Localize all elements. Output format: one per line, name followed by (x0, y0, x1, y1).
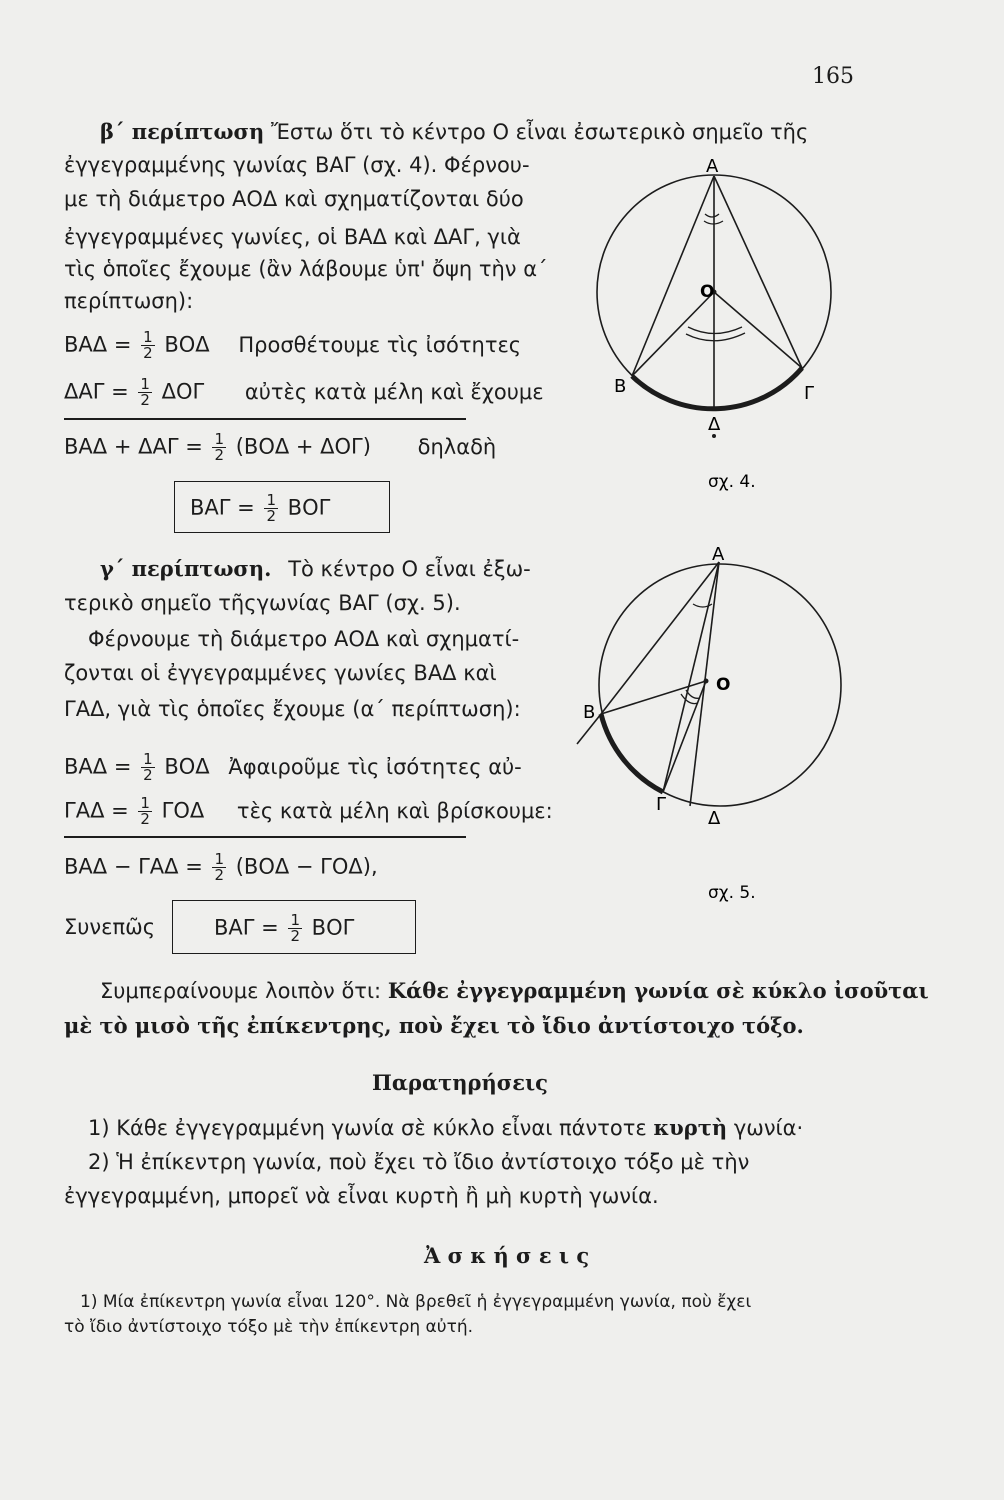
fig4-angle-mark-A1 (705, 214, 719, 217)
case-b-text-3: με τὴ διάμετρο ΑΟΔ καὶ σχηματίζονται δύο (64, 187, 524, 211)
eq-lhs: ΓΑΔ = (64, 798, 129, 823)
conclusion-theorem-2: μὲ τὸ μισὸ τῆς ἐπίκεντρης, ποὺ ἔχει τὸ ἴδιο ἀντίστοιχο τόξο. (64, 1013, 804, 1038)
fraction-half: $\frac{1}{2}$ (290, 911, 300, 945)
remark-1-bold: κυρτὴ (653, 1115, 728, 1140)
case-b-text-1: Ἔστω ὅτι τὸ κέντρο Ο εἶναι ἐσωτερικὸ σημεῖο τῆς (270, 120, 809, 144)
case-c-line-1 (100, 556, 531, 582)
case-b-text-2: ἐγγεγραμμένης γωνίας ΒΑΓ (σχ. 4). Φέρνου- (64, 153, 530, 177)
result-lhs: ΒΑΓ = (190, 495, 255, 520)
remarks-title: Παρατηρήσεις (372, 1070, 548, 1095)
fraction-half: $\frac{1}{2}$ (140, 794, 150, 828)
fig4-label-O: Ο (700, 282, 715, 302)
case-c-text-4: ζονται οἱ ἐγγεγραμμένες γωνίες ΒΑΔ καὶ (64, 661, 497, 685)
fig5-label-B: Β (583, 702, 596, 723)
case-c-text-1: Τὸ κέντρο Ο εἶναι ἐξω- (288, 557, 531, 581)
fig4-line-OG (714, 292, 802, 368)
fig5-line-AG (663, 562, 719, 792)
fig4-caption: σχ. 4. (708, 472, 756, 492)
eq-rhs: ΒΟΔ (164, 332, 210, 357)
fraction-half: $\frac{1}{2}$ (143, 750, 153, 784)
case-b-equation-2 (64, 377, 544, 408)
remark-2-line-1: 2) Ἡ ἐπίκεντρη γωνία, ποὺ ἔχει τὸ ἴδιο ἀντίστοιχο τόξο μὲ τὴν (88, 1150, 750, 1174)
result-rhs: ΒΟΓ (287, 495, 331, 520)
eq-note: Προσθέτουμε τὶς ἰσότητες (238, 332, 522, 357)
conclusion-line-1 (100, 978, 929, 1004)
fig4-angle-mark-O2 (686, 333, 745, 341)
case-b-text-5: τὶς ὁποῖες ἔχουμε (ἂν λάβουμε ὑπ' ὄψη τὴν α΄ (64, 257, 548, 281)
case-b-text-4: ἐγγεγραμμένες γωνίες, οἱ ΒΑΔ καὶ ΔΑΓ, γιὰ (64, 225, 521, 249)
case-b-equation-1 (64, 330, 521, 361)
difference-rule (64, 836, 466, 838)
therefore-label: Συνεπῶς (64, 915, 156, 939)
eq-rhs: ΓΟΔ (161, 798, 205, 823)
case-b-text-6: περίπτωση): (64, 289, 194, 313)
eq-rhs: ΒΟΔ (164, 754, 210, 779)
exercise-1-line-2: τὸ ἴδιο ἀντίστοιχο τόξο μὲ τὴν ἐπίκεντρη αὐτή. (64, 1317, 474, 1337)
fig4-label-D: Δ (708, 414, 721, 435)
eq-lhs: ΒΑΔ = (64, 332, 132, 357)
conclusion-lead: Συμπεραίνουμε λοιπὸν ὅτι: (100, 979, 382, 1003)
exercise-1-line-1: 1) Μία ἐπίκεντρη γωνία εἶναι 120°. Νὰ βρεθεῖ ἡ ἐγγεγραμμένη γωνία, ποὺ ἔχει (80, 1292, 752, 1312)
eq-note: δηλαδὴ (417, 434, 497, 459)
case-c-result (214, 913, 354, 944)
fig5-label-D: Δ (708, 808, 721, 829)
eq-lhs: ΒΑΔ + ΔΑΓ = (64, 434, 203, 459)
fig4-line-AB (632, 176, 714, 376)
case-c-text-3: Φέρνουμε τὴ διάμετρο ΑΟΔ καὶ σχηματί- (88, 627, 520, 651)
eq-lhs: ΒΑΔ = (64, 754, 132, 779)
fraction-half: $\frac{1}{2}$ (266, 491, 276, 525)
eq-lhs: ΒΑΔ − ΓΑΔ = (64, 854, 203, 879)
fraction-half: $\frac{1}{2}$ (214, 430, 225, 464)
case-c-equation-3 (64, 852, 378, 883)
eq-rhs: ΔΟΓ (161, 379, 205, 404)
case-c-text-2: τερικὸ σημεῖο τῆςγωνίας ΒΑΓ (σχ. 5). (64, 591, 461, 615)
remark-1: 1) Κάθε ἐγγεγραμμένη γωνία σὲ κύκλο εἶναι πάντοτε κυρτὴ γωνία· (88, 1115, 804, 1140)
page-number: 165 (812, 64, 854, 89)
fraction-half: $\frac{1}{2}$ (143, 328, 153, 362)
fig5-label-A: Α (712, 544, 725, 565)
conclusion-theorem-1: Κάθε ἐγγεγραμμένη γωνία σὲ κύκλο ἰσοῦται (387, 978, 929, 1003)
eq-note: τὲς κατὰ μέλη καὶ βρίσκουμε: (236, 798, 553, 823)
case-b-result (190, 493, 330, 524)
remark-2-line-2: ἐγγεγραμμένη, μπορεῖ νὰ εἶναι κυρτὴ ἢ μὴ κυρτὴ γωνία. (64, 1184, 659, 1208)
fig4-label-G: Γ (804, 383, 815, 404)
case-c-equation-2 (64, 796, 553, 827)
fig5-caption: σχ. 5. (708, 883, 756, 903)
result-lhs: ΒΑΓ = (214, 915, 279, 940)
fig5-line-OB (601, 681, 706, 714)
case-c-text-5: ΓΑΔ, γιὰ τὶς ὁποῖες ἔχουμε (α΄ περίπτωση): (64, 697, 521, 721)
case-c-equation-1 (64, 752, 522, 783)
fig4-angle-mark-O1 (688, 327, 742, 334)
fig4-label-B: Β (614, 376, 627, 397)
fig5-label-O: Ο (716, 675, 731, 695)
eq-note: Ἀφαιροῦμε τὶς ἰσότητες αὐ- (228, 754, 522, 779)
eq-lhs: ΔΑΓ = (64, 379, 129, 404)
fraction-half: $\frac{1}{2}$ (214, 850, 225, 884)
eq-rhs: (ΒΟΔ + ΔΟΓ) (235, 434, 371, 459)
fig5-center-point (704, 679, 709, 684)
eq-rhs: (ΒΟΔ − ΓΟΔ), (235, 854, 378, 879)
exercises-title: Ἀ σ κ ή σ ε ι ς (424, 1243, 590, 1268)
case-c-heading: γ΄ περίπτωση. (100, 556, 272, 581)
fig4-line-OB (632, 292, 714, 376)
sum-rule (64, 418, 466, 420)
fig5-label-G: Γ (656, 794, 667, 815)
figure-4 (580, 150, 870, 495)
fraction-half: $\frac{1}{2}$ (140, 375, 150, 409)
eq-note: αὐτὲς κατὰ μέλη καὶ ἔχουμε (244, 379, 544, 404)
case-b-equation-3 (64, 432, 496, 463)
fig4-label-A: Α (706, 156, 719, 177)
fig5-arc (601, 714, 663, 792)
case-b-heading: β΄ περίπτωση (100, 119, 265, 144)
fig4-arc (632, 368, 802, 409)
case-b-line-1 (100, 119, 808, 145)
result-rhs: ΒΟΓ (311, 915, 355, 940)
figure-5 (570, 535, 870, 905)
